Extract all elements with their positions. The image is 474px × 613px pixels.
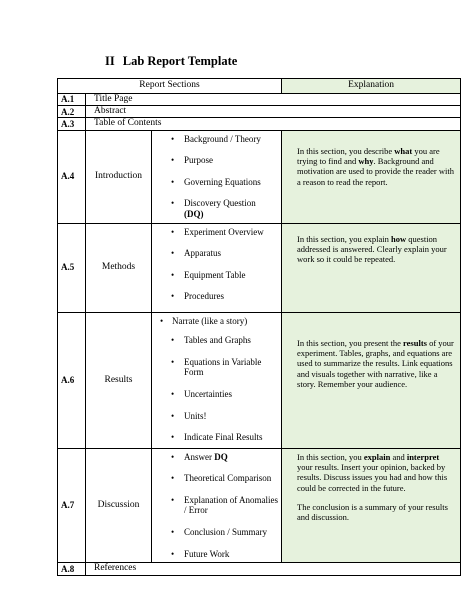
- section-name: References: [86, 563, 461, 575]
- section-name: Discussion: [86, 448, 152, 563]
- section-id: A.6: [58, 312, 86, 448]
- bullet-list: [154, 316, 278, 327]
- list-item: • Conclusion / Summary: [171, 527, 267, 538]
- list-item: • Procedures: [171, 291, 224, 302]
- list-item: • Governing Equations: [171, 176, 261, 187]
- section-id: A.7: [58, 448, 86, 563]
- header-report-sections: Report Sections: [58, 79, 282, 94]
- list-item: • Future Work: [171, 548, 230, 559]
- list-item: • Units!: [171, 410, 207, 421]
- header-explanation: Explanation: [282, 79, 461, 94]
- table-header-row: [58, 79, 461, 94]
- section-id: A.3: [58, 118, 86, 130]
- section-bullets: [152, 130, 282, 223]
- discovery-question-abbrev: (DQ): [184, 209, 204, 220]
- list-item: • Equations in Variable Form: [171, 356, 262, 378]
- list-item: • Indicate Final Results: [171, 432, 263, 443]
- section-id: A.2: [58, 106, 86, 118]
- section-bullets: [152, 223, 282, 312]
- bullet-list: [154, 134, 278, 220]
- section-name: Table of Contents: [86, 118, 461, 130]
- list-item: • Discovery Question (DQ): [171, 198, 256, 220]
- table-row-results: [58, 312, 461, 448]
- list-item: • Theoretical Comparison: [171, 473, 272, 484]
- list-item: • Experiment Overview: [171, 226, 264, 237]
- list-item: • Purpose: [171, 155, 213, 166]
- section-name: Methods: [86, 223, 152, 312]
- list-item: • Answer DQ: [171, 451, 228, 462]
- list-item: • Tables and Graphs: [171, 335, 251, 346]
- table-row-abstract: [58, 106, 461, 118]
- table-row-methods: [58, 223, 461, 312]
- list-item: • Uncertainties: [171, 389, 232, 400]
- bullet-list: [154, 335, 278, 443]
- title-text: Lab Report Template: [122, 54, 238, 68]
- section-explanation: In this section, you present the results of your experiment. Tables, graphs, and equations are used to summarize the results. Link equations and visuals together with narrative, like a story. Remember your audience.: [282, 312, 461, 448]
- section-name: Introduction: [86, 130, 152, 223]
- section-explanation: In this section, you explain how question addressed is answered. Clearly explain your work so it could be repeated.: [282, 223, 461, 312]
- bullet-list: [154, 227, 278, 302]
- section-id: A.5: [58, 223, 86, 312]
- table-row-table-of-contents: [58, 118, 461, 130]
- bullet-list: [154, 452, 278, 560]
- section-id: A.1: [58, 94, 86, 106]
- list-item: • Equipment Table: [171, 269, 246, 280]
- list-item: • Apparatus: [171, 248, 221, 259]
- section-name: Abstract: [86, 106, 461, 118]
- list-item: • Narrate (like a story): [160, 315, 248, 326]
- table-row-introduction: [58, 130, 461, 223]
- section-name: Results: [86, 312, 152, 448]
- section-number: II: [105, 54, 115, 68]
- section-explanation: In this section, you explain and interpret your results. Insert your opinion, backed by results. Discuss issues you had and how this could be corrected in the future. The conclusion is a summary of your results and discussion.: [282, 448, 461, 563]
- table-row-references: [58, 563, 461, 575]
- table-row-discussion: [58, 448, 461, 563]
- section-bullets: [152, 312, 282, 448]
- section-id: A.4: [58, 130, 86, 223]
- section-name: Title Page: [86, 94, 461, 106]
- list-item: • Explanation of Anomalies / Error: [171, 494, 278, 516]
- section-bullets: [152, 448, 282, 563]
- table-row-title-page: [58, 94, 461, 106]
- document-title: [105, 54, 237, 69]
- section-explanation: In this section, you describe what you are trying to find and why. Background and motivation are used to provide the reader with a reason to read the report.: [282, 130, 461, 223]
- lab-report-table: [57, 78, 461, 576]
- list-item: • Background / Theory: [171, 133, 261, 144]
- section-id: A.8: [58, 563, 86, 575]
